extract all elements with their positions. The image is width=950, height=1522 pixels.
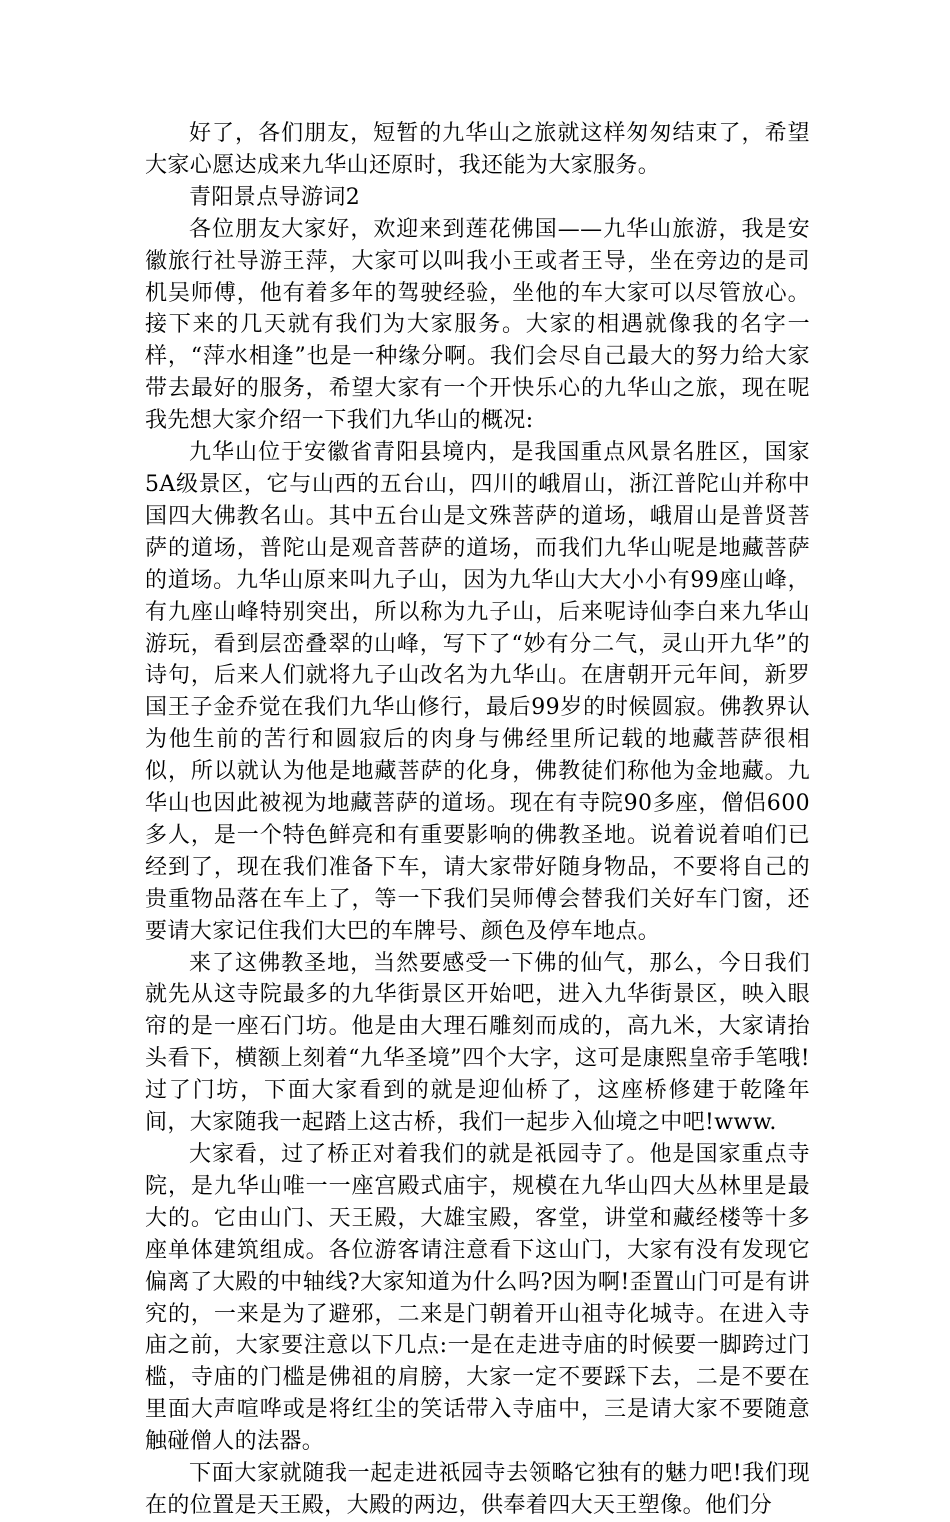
paragraph-overview: 九华山位于安徽省青阳县境内，是我国重点风景名胜区，国家5A级景区，它与山西的五台山，四川的峨眉山，浙江普陀山并称中国四大佛教名山。其中五台山是文殊菩萨的道场，峨眉山是普贤菩萨的道场，普陀山是观音菩萨的道场，而我们九华山呢是地藏菩萨的道场。九华山原来叫九子山，因为九华山大大小小有99座山峰，有九座山峰特别突出，所以称为九子山，后来呢诗仙李白来九华山游玩，看到层峦叠翠的山峰，写下了“妙有分二气，灵山开九华”的诗句，后来人们就将九子山改名为九华山。在唐朝开元年间，新罗国王子金乔觉在我们九华山修行，最后99岁的时候圆寂。佛教界认为他生前的苦行和圆寂后的肉身与佛经里所记载的地藏菩萨很相似，所以就认为他是地藏菩萨的化身，佛教徒们称他为金地藏。九华山也因此被视为地藏菩萨的道场。现在有寺院90多座，僧侣600多人，是一个特色鲜亮和有重要影响的佛教圣地。说着说着咱们已经到了，现在我们准备下车，请大家带好随身物品，不要将自己的贵重物品落在车上了，等一下我们吴师傅会替我们关好车门窗，还要请大家记住我们大巴的车牌号、颜色及停车地点。 bbox=[145, 440, 810, 944]
paragraph-farewell: 好了，各们朋友，短暂的九华山之旅就这样匆匆结束了，希望大家心愿达成来九华山还原时，我还能为大家服务。 bbox=[145, 121, 810, 178]
paragraph-qiyuan-temple: 大家看，过了桥正对着我们的就是祇园寺了。他是国家重点寺院，是九华山唯一一座宫殿式庙宇，规模在九华山四大丛林里是最大的。它由山门、天王殿，大雄宝殿，客堂，讲堂和藏经楼等十多座单体建筑组成。各位游客请注意看下这山门，大家有没有发现它偏离了大殿的中轴线?大家知道为什么吗?因为啊!歪置山门可是有讲究的，一来是为了避邪，二来是门朝着开山祖寺化城寺。在进入寺庙之前，大家要注意以下几点:一是在走进寺庙的时候要一脚跨过门槛，寺庙的门槛是佛祖的肩膀，大家一定不要踩下去，二是不要在里面大声喧哗或是将红尘的笑话带入寺庙中，三是请大家不要随意触碰僧人的法器。 bbox=[145, 1142, 810, 1455]
paragraph-stone-gate: 来了这佛教圣地，当然要感受一下佛的仙气，那么，今日我们就先从这寺院最多的九华街景区开始吧，进入九华街景区，映入眼帘的是一座石门坊。他是由大理石雕刻而成的，高九米，大家请抬头看下，横额上刻着“九华圣境”四个大字，这可是康熙皇帝手笔哦!过了门坊，下面大家看到的就是迎仙桥了，这座桥修建于乾隆年间，大家随我一起踏上这古桥，我们一起步入仙境之中吧!www. bbox=[145, 950, 810, 1136]
section-heading: 青阳景点导游词2 bbox=[189, 184, 361, 210]
document-page bbox=[145, 118, 810, 1522]
paragraph-welcome: 各位朋友大家好，欢迎来到莲花佛国——九华山旅游，我是安徽旅行社导游王萍，大家可以叫我小王或者王导，坐在旁边的是司机吴师傅，他有着多年的驾驶经验，坐他的车大家可以尽管放心。接下来的几天就有我们为大家服务。大家的相遇就像我的名字一样，“萍水相逢”也是一种缘分啊。我们会尽自己最大的努力给大家带去最好的服务，希望大家有一个开快乐心的九华山之旅，现在呢我先想大家介绍一下我们九华山的概况: bbox=[145, 216, 810, 434]
paragraph-tianwang-hall: 下面大家就随我一起走进祇园寺去领略它独有的魅力吧!我们现在的位置是天王殿，大殿的两边，供奉着四大天王塑像。他们分 bbox=[145, 1461, 810, 1518]
